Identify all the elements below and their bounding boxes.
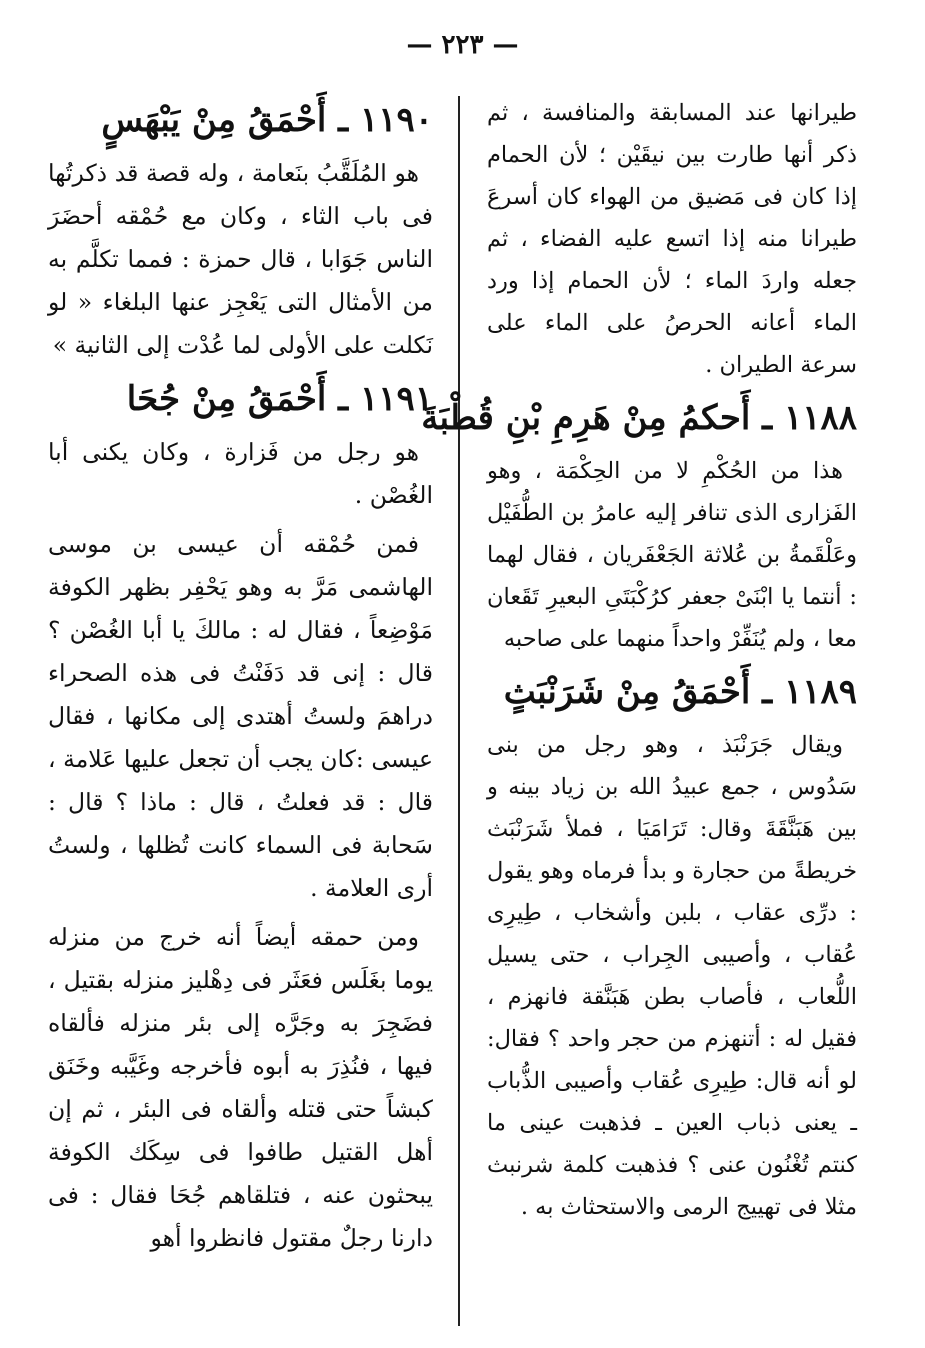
paragraph-intro: طيرانها عند المسابقة والمنافسة ، ثم ذكر أنها طارت بين نيقَيْن ؛ لأن الحمام إذا كان فى مَضيق من الهواء كان أسرعَ طيرانا منه إذا اتسع عليه الفضاء ، ثم جعله واردَ الماء ؛ لأن الحمام إذا ورد الماء أعانه الحرصُ على الماء على سرعة الطيران . <box>487 100 857 378</box>
paragraph-1190: هو المُلَقَّبُ بنَعامة ، وله قصة قد ذكرتُها فى باب الثاء ، وكان مع حُمْقه أحضَرَ الناس جَوَابا ، قال حمزة : فمما تكلَّم به من الأمثال التى يَعْجِز عنها البلغاء « لو نَكلت على الأولى لما عُدْت إلى الثانية » <box>48 159 433 359</box>
page-number: — ٢٢٣ — <box>406 30 519 60</box>
right-column <box>421 92 857 1234</box>
heading-1190: ١١٩٠ ـ أَحْمَقُ مِنْ يَبْهَسٍ <box>101 100 433 140</box>
paragraph-1188: هذا من الحُكْمِ لا من الحِكْمَة ، وهو الفَزارى الذى تنافر إليه عامرُ بن الطُّفَيْل وعَلْقَمةُ بن عُلاثة الجَعْفَريان ، فقال لهما : أنتما يا ابْنَىْ جعفر كرُكْبَتَىِ البعيرِ تَقَعان معا ، ولم يُنَفِّرْ واحداً منهما على صاحبه <box>487 458 857 652</box>
paragraph-1191-b: فمن حُمْقه أن عيسى بن موسى الهاشمى مَرَّ به وهو يَحْفِر بظهر الكوفة مَوْضِعاً ، فقال له : مالكَ يا أبا الغُصْن ؟ قال : إنى قد دَفَنْتُ فى هذه الصحراء دراهمَ ولستُ أهتدى إلى مكانها ، فقال عيسى :كان يجب أن تجعل عليها عَلامة ، قال : قد فعلتُ ، قال : ماذا ؟ قال : سَحابة فى السماء كانت تُظلها ، ولستُ أرى العلامة . <box>48 530 433 902</box>
heading-1191: ١١٩١ ـ أَحْمَقُ مِنْ جُحَا <box>126 379 433 419</box>
paragraph-1191-c: ومن حمقه أيضاً أنه خرج من منزله يوما بغَلَس فعَثَر فى دِهْليز منزله بقتيل ، فضَجِرَ به وجَرَّه إلى بئر منزله فألقاه فيها ، فنُذِرَ به أبوه فأخرجه وغَيَّبه وخَنَق كبشاً حتى قتله وألقاه فى البئر ، ثم إن أهل القتيل طافوا فى سِكَك الكوفة يبحثون عنه ، فتلقاهم جُحَا فقال : فى دارنا رجلٌ مقتول فانظروا أهو <box>48 923 433 1252</box>
column-divider <box>458 96 460 1326</box>
heading-1189: ١١٨٩ ـ أَحْمَقُ مِنْ شَرَنْبَثٍ <box>503 672 857 712</box>
heading-1188: ١١٨٨ ـ أَحكمُ مِنْ هَرِمِ بْنِ قُطْبَةَ <box>421 398 857 438</box>
left-column <box>48 92 433 1266</box>
paragraph-1189: ويقال جَرَنْبَذ ، وهو رجل من بنى سَدُوس ، جمع عبيدُ الله بن زياد بينه و بين هَبَنَّقَةَ وقال: تَرَامَيَا ، فملأ شَرَنْبَث خريطةً من حجارة و بدأ فرماه وهو يقول : درِّى عقاب ، بلبن وأشخاب ، طِيرِى عُقاب ، وأصيبى الجِراب ، حتى يسيل اللُّعاب ، فأصاب بطن هَبَنَّقة فانهزم ، فقيل له : أتنهزم من حجر واحد ؟ فقال: لو أنه قال: طِيرِى عُقاب وأصيبى الذُّباب ـ يعنى ذباب العين ـ فذهبت عينى ما كنتم تُغْنُون عنى ؟ فذهبت كلمة شرنبث مثلا فى تهييج الرمى والاستحثاث به . <box>487 732 857 1220</box>
paragraph-1191-a: هو رجل من فَزارة ، وكان يكنى أبا الغُصْن . <box>48 438 433 509</box>
